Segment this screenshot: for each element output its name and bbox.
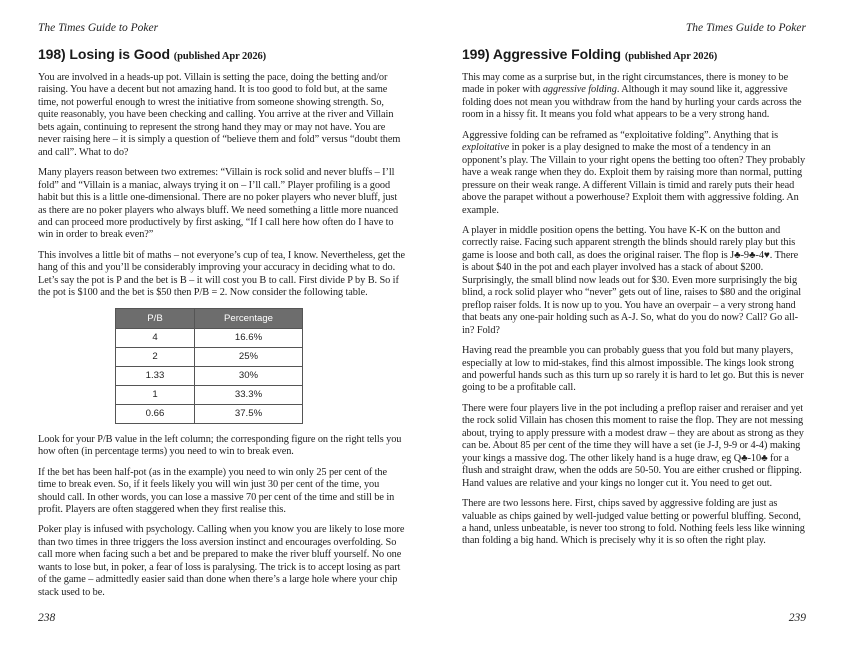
percentage-cell: 30% (195, 366, 303, 385)
pb-cell: 1 (116, 385, 195, 404)
paragraph (462, 72, 806, 122)
column-header-pb: P/B (116, 308, 195, 328)
percentage-cell: 25% (195, 347, 303, 366)
heading-text: 199) Aggressive Folding (462, 46, 622, 62)
column-header-percentage: Percentage (195, 308, 303, 328)
club-suit-icon: ♣ (761, 452, 768, 464)
club-suit-icon: ♣ (734, 249, 741, 261)
published-date: (published Apr 2026) (624, 51, 718, 62)
text-run: Aggressive folding can be reframed as “exploitative folding”. Anything that is (462, 129, 779, 141)
running-head: The Times Guide to Poker (38, 22, 159, 34)
text-run: A player in middle position opens the betting. You have K-K on the button and correctly raise. Facing such apparent strength the blinds should rarely play but this game is loose and both call, as does the original raiser. The flop is J (462, 224, 796, 261)
section-heading (38, 46, 406, 62)
table-header-row (116, 308, 303, 328)
right-page (422, 0, 844, 648)
text-run: in poker is a play designed to make the most of a tendency in an opponent’s play. The Villain to your right opens the betting too often? They probably have a weak range when they do. Exploit them by raising more than normal, putting pressure on their weak range. A different Villain is timid and rarely puts their head above the parapet without a powerhouse? Exploit them with aggressive folding. An example. (462, 142, 806, 216)
paragraph: Look for your P/B value in the left column; the corresponding figure on the right tells you how often (in percentage terms) you need to win to break even. (38, 433, 402, 458)
page-number: 238 (38, 612, 56, 624)
paragraph: Many players reason between two extremes: “Villain is rock solid and never bluffs – I’ll fold” and “Villain is a maniac, always trying it on – I’ll call.” Player profiling is a good habit but this is a little one-dimensional. There are no poker players who never bluff, just as there are no poker players who always bluff. We need something a little more nuanced and can proceed more productively by first asking, “If I call here how often do I have to win in order to break even?” (38, 167, 399, 241)
table-row (116, 347, 303, 366)
paragraph: This involves a little bit of maths – not everyone’s cup of tea, I know. Nevertheless, get the hang of this and you’ll be considerably improving your accuracy in deciding what to do. Let’s say the pot is P and the bet is B – it will cost you B to call. First divide P by B. So if the pot is $100 and the bet is $50 then P/B = 2. Now consider the following table. (38, 249, 405, 299)
table-row (116, 366, 303, 385)
text-run: . Although it may sound like it, aggressive folding does not mean you withdraw from the hand by hurling your cards across the room in a hissy fit. It means you fold what appears to be a very strong hand. (462, 84, 802, 121)
paragraph: There are two lessons here. First, chips saved by aggressive folding are just as valuable as chips gained by well-judged value betting or powerful bluffing. Second, a hand, unless unbeatable, is never too strong to fold. Nothing feels less like winning than folding a big hand. Which is precisely why it is so often the right play. (462, 498, 805, 547)
paragraph (462, 130, 806, 217)
paragraph: Poker play is infused with psychology. Calling when you know you are likely to lose more than two times in three triggers the loss aversion instinct and encourages overfolding. So call more when facing such a bet and be prepared to make the river bluff yourself. No one wants to lose but, in poker, a fear of loss is paralysing. The trick is to accept losing as part of the game – admittedly easier said than done when there’s a large hole where your chip stack used to be. (38, 524, 405, 598)
text-run: There were four players live in the pot including a preflop raiser and reraiser and yet the rock solid Villain has chosen this moment to raise the flop. They are not messing about, trying to apply pressure with a modest draw – they are about as strong as they can be. About 85 per cent of the time they will have a set (ie J-J, 9-9 or 4-4) making your kings a massive dog. The other likely hand is a huge draw, eg Q (462, 402, 804, 464)
paragraph (462, 225, 806, 337)
text-run: This may come as a surprise but, in the right circumstances, there is money to be made in poker with (462, 72, 789, 96)
published-date: (published Apr 2026) (173, 51, 267, 62)
pb-cell: 2 (116, 347, 195, 366)
text-run: for a flush and straight draw, when the odds are 50-50. You are either crushed or flipping. Hand values are relative and your kings no longer cut it. You need to get out. (462, 452, 802, 489)
text-run: -4 (755, 249, 764, 261)
heading-text: 198) Losing is Good (38, 46, 170, 62)
page-number: 239 (788, 612, 806, 624)
pb-percentage-table (115, 308, 303, 424)
text-run: -10 (747, 452, 762, 464)
section-heading (462, 46, 806, 62)
table-row (116, 328, 303, 347)
club-suit-icon: ♣ (749, 249, 756, 261)
emphasis-text: aggressive folding (542, 84, 617, 96)
percentage-cell: 16.6% (195, 328, 303, 347)
heart-suit-icon: ♥ (763, 249, 770, 261)
pb-cell: 0.66 (116, 404, 195, 423)
pb-cell: 4 (116, 328, 195, 347)
text-run: -9 (740, 249, 749, 261)
paragraph: Having read the preamble you can probably guess that you fold but many players, especially at low to mid-stakes, find this almost impossible. The kings look strong and powerful hands such as this turn up so rarely it is hard to let go. But this is never going to be a profitable call. (462, 345, 804, 394)
running-head: The Times Guide to Poker (685, 22, 806, 34)
emphasis-text: exploitative (462, 142, 510, 154)
pb-cell: 1.33 (116, 366, 195, 385)
percentage-cell: 33.3% (195, 385, 303, 404)
club-suit-icon: ♣ (741, 452, 748, 464)
text-run: . There is about $40 in the pot and each player involved has a stack of about $200. Surprisingly, the small blind now leads out for $30. Even more surprisingly the big blind, a rock solid player who “never” gets out of line, raises to $80 and the original preflop raiser folds. It is now up to you. You have an overpair – a very strong hand that beats any one-pair holding such as A-J. So, what do you do now? Call? Go all-in? Fold? (462, 249, 802, 336)
table-row (116, 404, 303, 423)
percentage-cell: 37.5% (195, 404, 303, 423)
table-row (116, 385, 303, 404)
paragraph (462, 403, 806, 490)
paragraph: If the bet has been half-pot (as in the example) you need to win only 25 per cent of the time to break even. So, if it feels likely you will win just 30 per cent of the time, you should call. In other words, you can lose a massive 70 per cent of the time and still be in profit. Players are often staggered when they first realise this. (38, 466, 395, 515)
paragraph: You are involved in a heads-up pot. Villain is setting the pace, doing the betting and/or raising. You have a decent but not amazing hand. It is too good to fold but, at the same time, not powerful enough to wrest the initiative from someone showing strength. So, quite reasonably, you have been checking and calling. You arrive at the river and Villain bets again, continuing to represent the strong hand they may or may not have. You are never raising here – it is simply a question of “believe them and fold” versus “doubt them and call”. What to do? (38, 72, 401, 158)
